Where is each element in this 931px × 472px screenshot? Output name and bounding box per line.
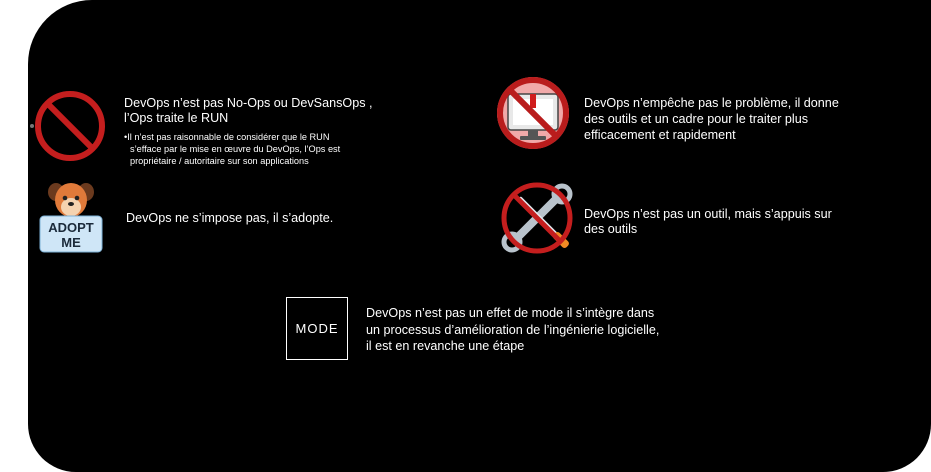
prohibition-icon (28, 90, 112, 162)
mode-line2: un processus d’amélioration de l’ingénierie logicielle, (366, 323, 660, 337)
mode-box-label: MODE (295, 321, 339, 336)
noops-bullet-line1: •Il n’est pas raisonnable de considérer que le RUN (124, 132, 330, 142)
adopt-text: DevOps ne s’impose pas, il s’adopte. (126, 211, 334, 225)
adopt-me-dog-icon (36, 180, 106, 254)
tools-prohibited-icon (496, 180, 578, 258)
adopt-sign-line2: ME (61, 235, 81, 250)
problem-line3: efficacement et rapidement (584, 128, 736, 142)
tool-line1: DevOps n’est pas un outil, mais s’appuis sur (584, 207, 832, 221)
noops-bullet-line2: s’efface par le mise en œuvre du DevOps, l’Ops est (130, 144, 341, 154)
tool-line2: des outils (584, 222, 638, 236)
mode-line3: il est en revanche une étape (366, 339, 525, 353)
mode-line1: DevOps n’est pas un effet de mode il s’intègre dans (366, 306, 655, 320)
noops-title-line2: l’Ops traite le RUN (124, 111, 229, 125)
adopt-sign-line1: ADOPT (48, 220, 94, 235)
problem-line1: DevOps n’empêche pas le problème, il donne (584, 96, 839, 110)
problem-line2: des outils et un cadre pour le traiter plus (584, 112, 809, 126)
noops-title-line1: DevOps n’est pas No-Ops ou DevSansOps , (124, 96, 373, 110)
mode-box-icon (286, 297, 348, 360)
noops-bullet-line3: propriétaire / autoritaire sur son applications (130, 156, 309, 166)
monitor-prohibited-icon (494, 74, 572, 152)
slide-background (28, 0, 931, 472)
